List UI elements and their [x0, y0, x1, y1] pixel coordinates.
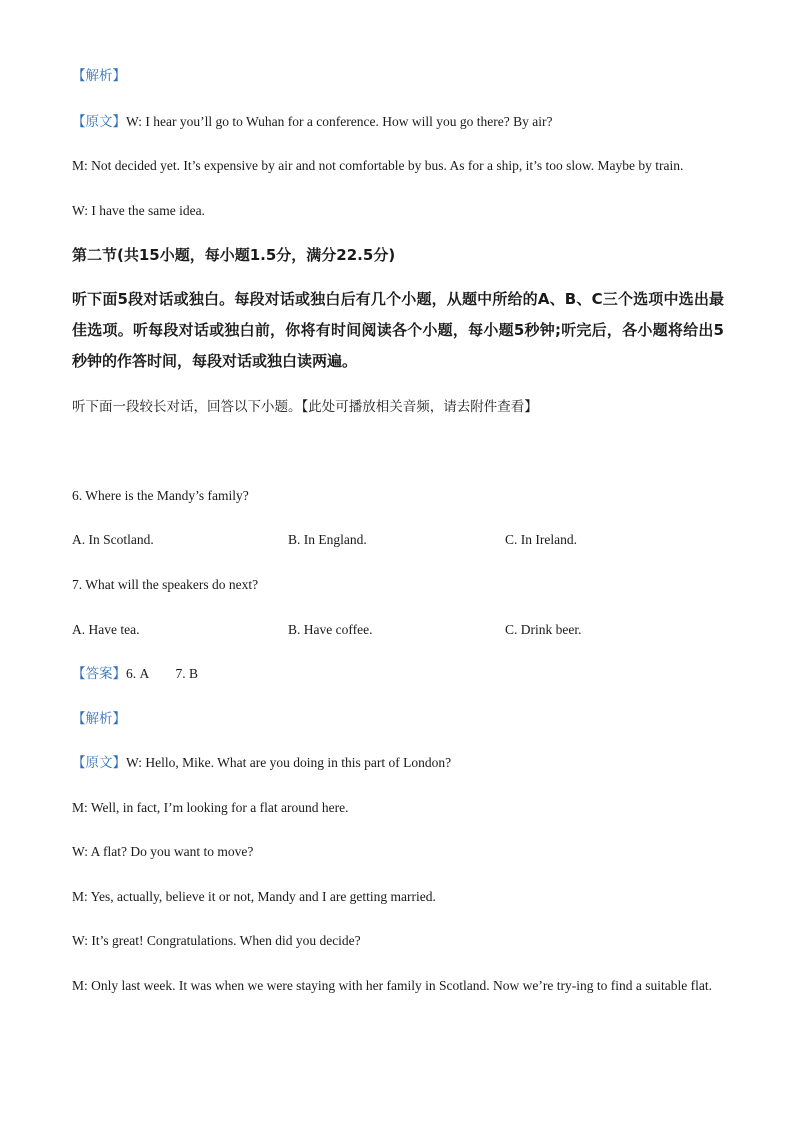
transcript-line: M: Yes, actually, believe it or not, Mandy and I are getting married. — [72, 889, 436, 904]
analysis-tag: 【解析】 — [72, 711, 126, 727]
transcript-line — [72, 754, 451, 772]
option-c: C. In Ireland. — [505, 532, 577, 547]
transcript-line — [72, 113, 552, 131]
listening-prompt: 听下面一段较长对话，回答以下小题。【此处可播放相关音频，请去附件查看】 — [72, 399, 538, 415]
transcript-line: W: It’s great! Congratulations. When did you decide? — [72, 933, 361, 948]
transcript-line: W: I have the same idea. — [72, 203, 205, 218]
transcript-text: W: Hello, Mike. What are you doing in this part of London? — [126, 755, 452, 770]
transcript-line: W: A flat? Do you want to move? — [72, 844, 254, 859]
answer-tag: 【答案】 — [72, 666, 126, 682]
transcript-line: M: Only last week. It was when we were staying with her family in Scotland. Now we’re try-ing to find a suitable flat. — [72, 978, 712, 993]
transcript-line: M: Not decided yet. It’s expensive by air and not comfortable by bus. As for a ship, it’s too slow. Maybe by train. — [72, 158, 684, 173]
option-b: B. In England. — [288, 532, 367, 547]
option-a: A. Have tea. — [72, 622, 140, 637]
section-instructions: 听下面5段对话或独白。每段对话或独白后有几个小题，从题中所给的A、B、C三个选项中选出最佳选项。听每段对话或独白前，你将有时间阅读各个小题，每小题5秒钟;听完后，各小题将给出5秒钟的作答时间，每段对话或独白读两遍。 — [72, 290, 724, 370]
option-a: A. In Scotland. — [72, 532, 154, 547]
transcript-text: W: I hear you’ll go to Wuhan for a conference. How will you go there? By air? — [126, 114, 553, 129]
answer-text: 6. A 7. B — [126, 666, 199, 681]
original-tag: 【原文】 — [72, 755, 126, 771]
option-b: B. Have coffee. — [288, 622, 373, 637]
option-c: C. Drink beer. — [505, 622, 582, 637]
section-heading: 第二节(共15小题，每小题1.5分，满分22.5分) — [72, 246, 396, 264]
transcript-line: M: Well, in fact, I’m looking for a flat around here. — [72, 800, 349, 815]
analysis-tag: 【解析】 — [72, 68, 126, 84]
question-stem: 6. Where is the Mandy’s family? — [72, 488, 249, 503]
answer-line — [72, 665, 198, 683]
question-stem: 7. What will the speakers do next? — [72, 577, 259, 592]
original-tag: 【原文】 — [72, 114, 126, 130]
